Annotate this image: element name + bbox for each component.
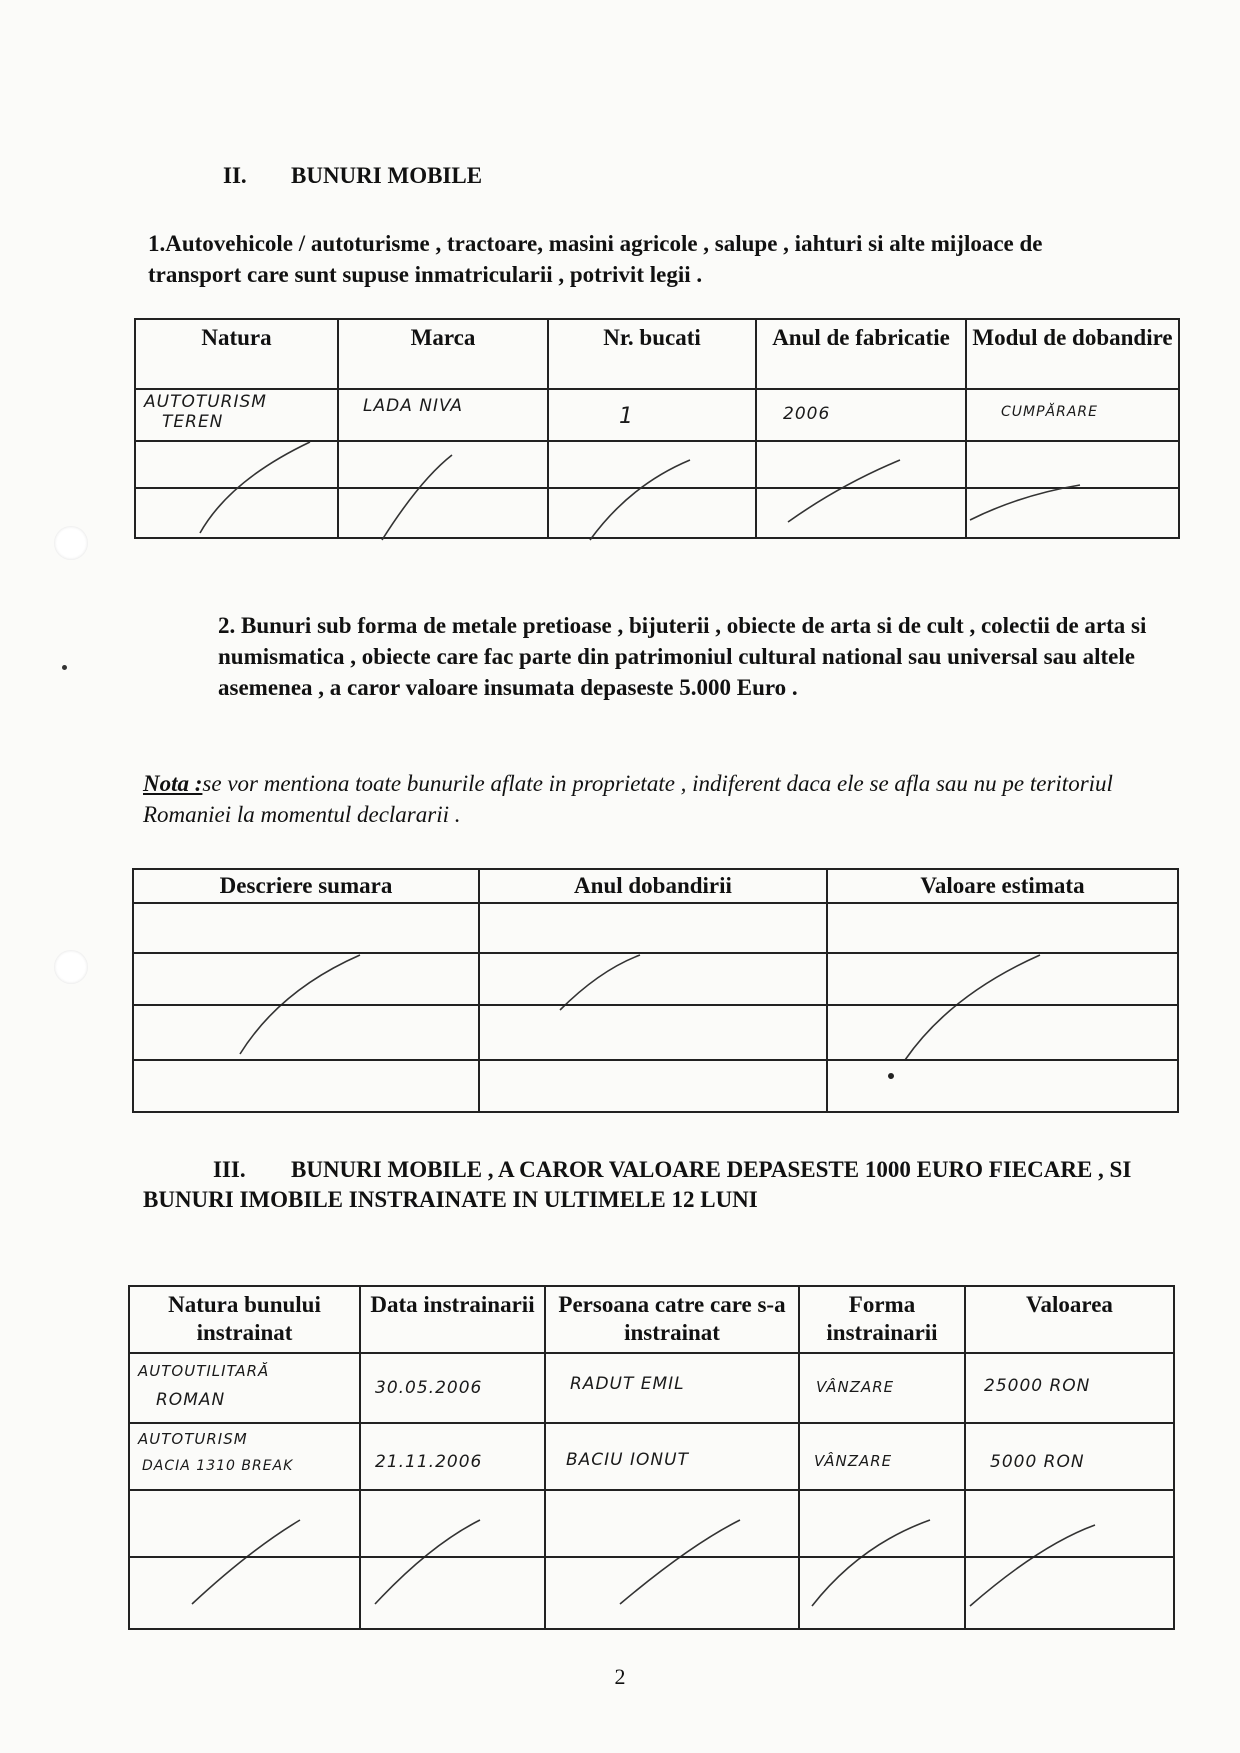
column-header: Persoana catre care s-a instrainat [545,1286,799,1353]
table-cell [827,1060,1178,1112]
handwritten-entry: 30.05.2006 [375,1378,483,1398]
table-cell [965,1490,1174,1557]
table-cell [129,1353,360,1423]
table-cell [965,1353,1174,1423]
handwritten-entry: LADA NIVA [363,396,464,416]
table-row [133,1060,1178,1112]
table-row [129,1557,1174,1629]
table-cell [799,1490,965,1557]
table-cell [360,1423,545,1490]
cancel-stroke [970,485,1080,520]
column-header: Natura [135,319,338,389]
handwritten-entry: 2006 [783,404,831,424]
note [143,768,1153,830]
column-header: Descriere sumara [133,869,479,903]
table-cell [827,903,1178,953]
handwritten-entry: 5000 RON [990,1452,1085,1472]
table-cell [545,1353,799,1423]
column-header: Anul de fabricatie [756,319,966,389]
table-row [133,903,1178,953]
handwritten-entry: RADUT EMIL [570,1374,685,1394]
handwritten-entry: VÂNZARE [814,1452,893,1470]
column-header: Nr. bucati [548,319,756,389]
table-cell [479,1005,827,1060]
column-header: Anul dobandirii [479,869,827,903]
table-cell [479,953,827,1005]
table-row [129,1423,1174,1490]
item-2-text: 2. Bunuri sub forma de metale pretioase , bijuterii , obiecte de arta si de cult , colectii de arta si numismatica , obiecte care fac parte din patrimoniul cultural national sau universal sau altele asemenea , a caror valoare insumata depaseste 5.000 Euro . [218,613,1147,700]
handwritten-entry: AUTOTURISM [144,392,267,412]
column-header: Valoare estimata [827,869,1178,903]
section-heading: II. BUNURI MOBILE [223,163,483,188]
table-row [129,1353,1174,1423]
table-cell [545,1557,799,1629]
cancel-stroke [590,460,690,540]
table-cell [129,1490,360,1557]
handwritten-entry: AUTOUTILITARĂ [138,1362,270,1380]
section-heading: III. BUNURI MOBILE , A CAROR VALOARE DEPASESTE 1000 EURO FIECARE , SI BUNURI IMOBILE INSTRAINATE IN ULTIMELE 12 LUNI [143,1157,1132,1212]
table-cell [360,1490,545,1557]
column-header: Valoarea [965,1286,1174,1353]
table-cell [129,1557,360,1629]
table-cell [799,1557,965,1629]
column-header: Data instrainarii [360,1286,545,1353]
table-cell [965,1557,1174,1629]
column-header: Forma instrainarii [799,1286,965,1353]
table-cell [129,1423,360,1490]
handwritten-entry: BACIU IONUT [566,1450,689,1470]
cancel-stroke [200,442,310,533]
table-cell [827,953,1178,1005]
table-cell [545,1423,799,1490]
table-cell [133,1060,479,1112]
disposed-assets-table [128,1285,1175,1630]
handwritten-entry: 1 [619,404,634,429]
table-header-row [133,869,1178,903]
table-header-row [129,1286,1174,1353]
note-label: Nota : [143,771,203,796]
column-header: Modul de dobandire [966,319,1179,389]
item-1-text: 1.Autovehicole / autoturisme , tractoare, masini agricole , salupe , iahturi si alte mijloace de transport care sunt supuse inmatricularii , potrivit legii . [148,231,1043,287]
table-cell [545,1490,799,1557]
note-text: se vor mentiona toate bunurile aflate in proprietate , indiferent daca ele se afla sau nu pe teritoriul Romaniei la momentul declararii . [143,771,1113,827]
handwritten-entry: 21.11.2006 [375,1452,483,1472]
table-cell [799,1353,965,1423]
table-cell [360,1557,545,1629]
handwritten-entry: CUMPĂRARE [1001,404,1098,420]
table-row [133,1005,1178,1060]
handwritten-entry: VÂNZARE [816,1378,895,1396]
handwritten-entry: 25000 RON [984,1376,1091,1396]
table-cell [133,953,479,1005]
table-cell [479,1060,827,1112]
cancel-stroke [382,455,452,540]
valuables-table [132,868,1179,1113]
cancel-stroke [788,460,900,522]
page-number: 2 [614,1664,626,1689]
column-header: Marca [338,319,548,389]
handwritten-entry: DACIA 1310 BREAK [142,1458,294,1474]
table-cell [479,903,827,953]
handwritten-entry: TEREN [162,412,224,432]
column-header: Natura bunului instrainat [129,1286,360,1353]
table-cell [360,1353,545,1423]
table-cell [965,1423,1174,1490]
handwritten-entry: AUTOTURISM [138,1430,248,1448]
table-cell [133,903,479,953]
table-row [133,953,1178,1005]
table-cell [799,1423,965,1490]
handwritten-entry: ROMAN [156,1390,226,1410]
table-cell [827,1005,1178,1060]
table-cell [133,1005,479,1060]
table-row [129,1490,1174,1557]
